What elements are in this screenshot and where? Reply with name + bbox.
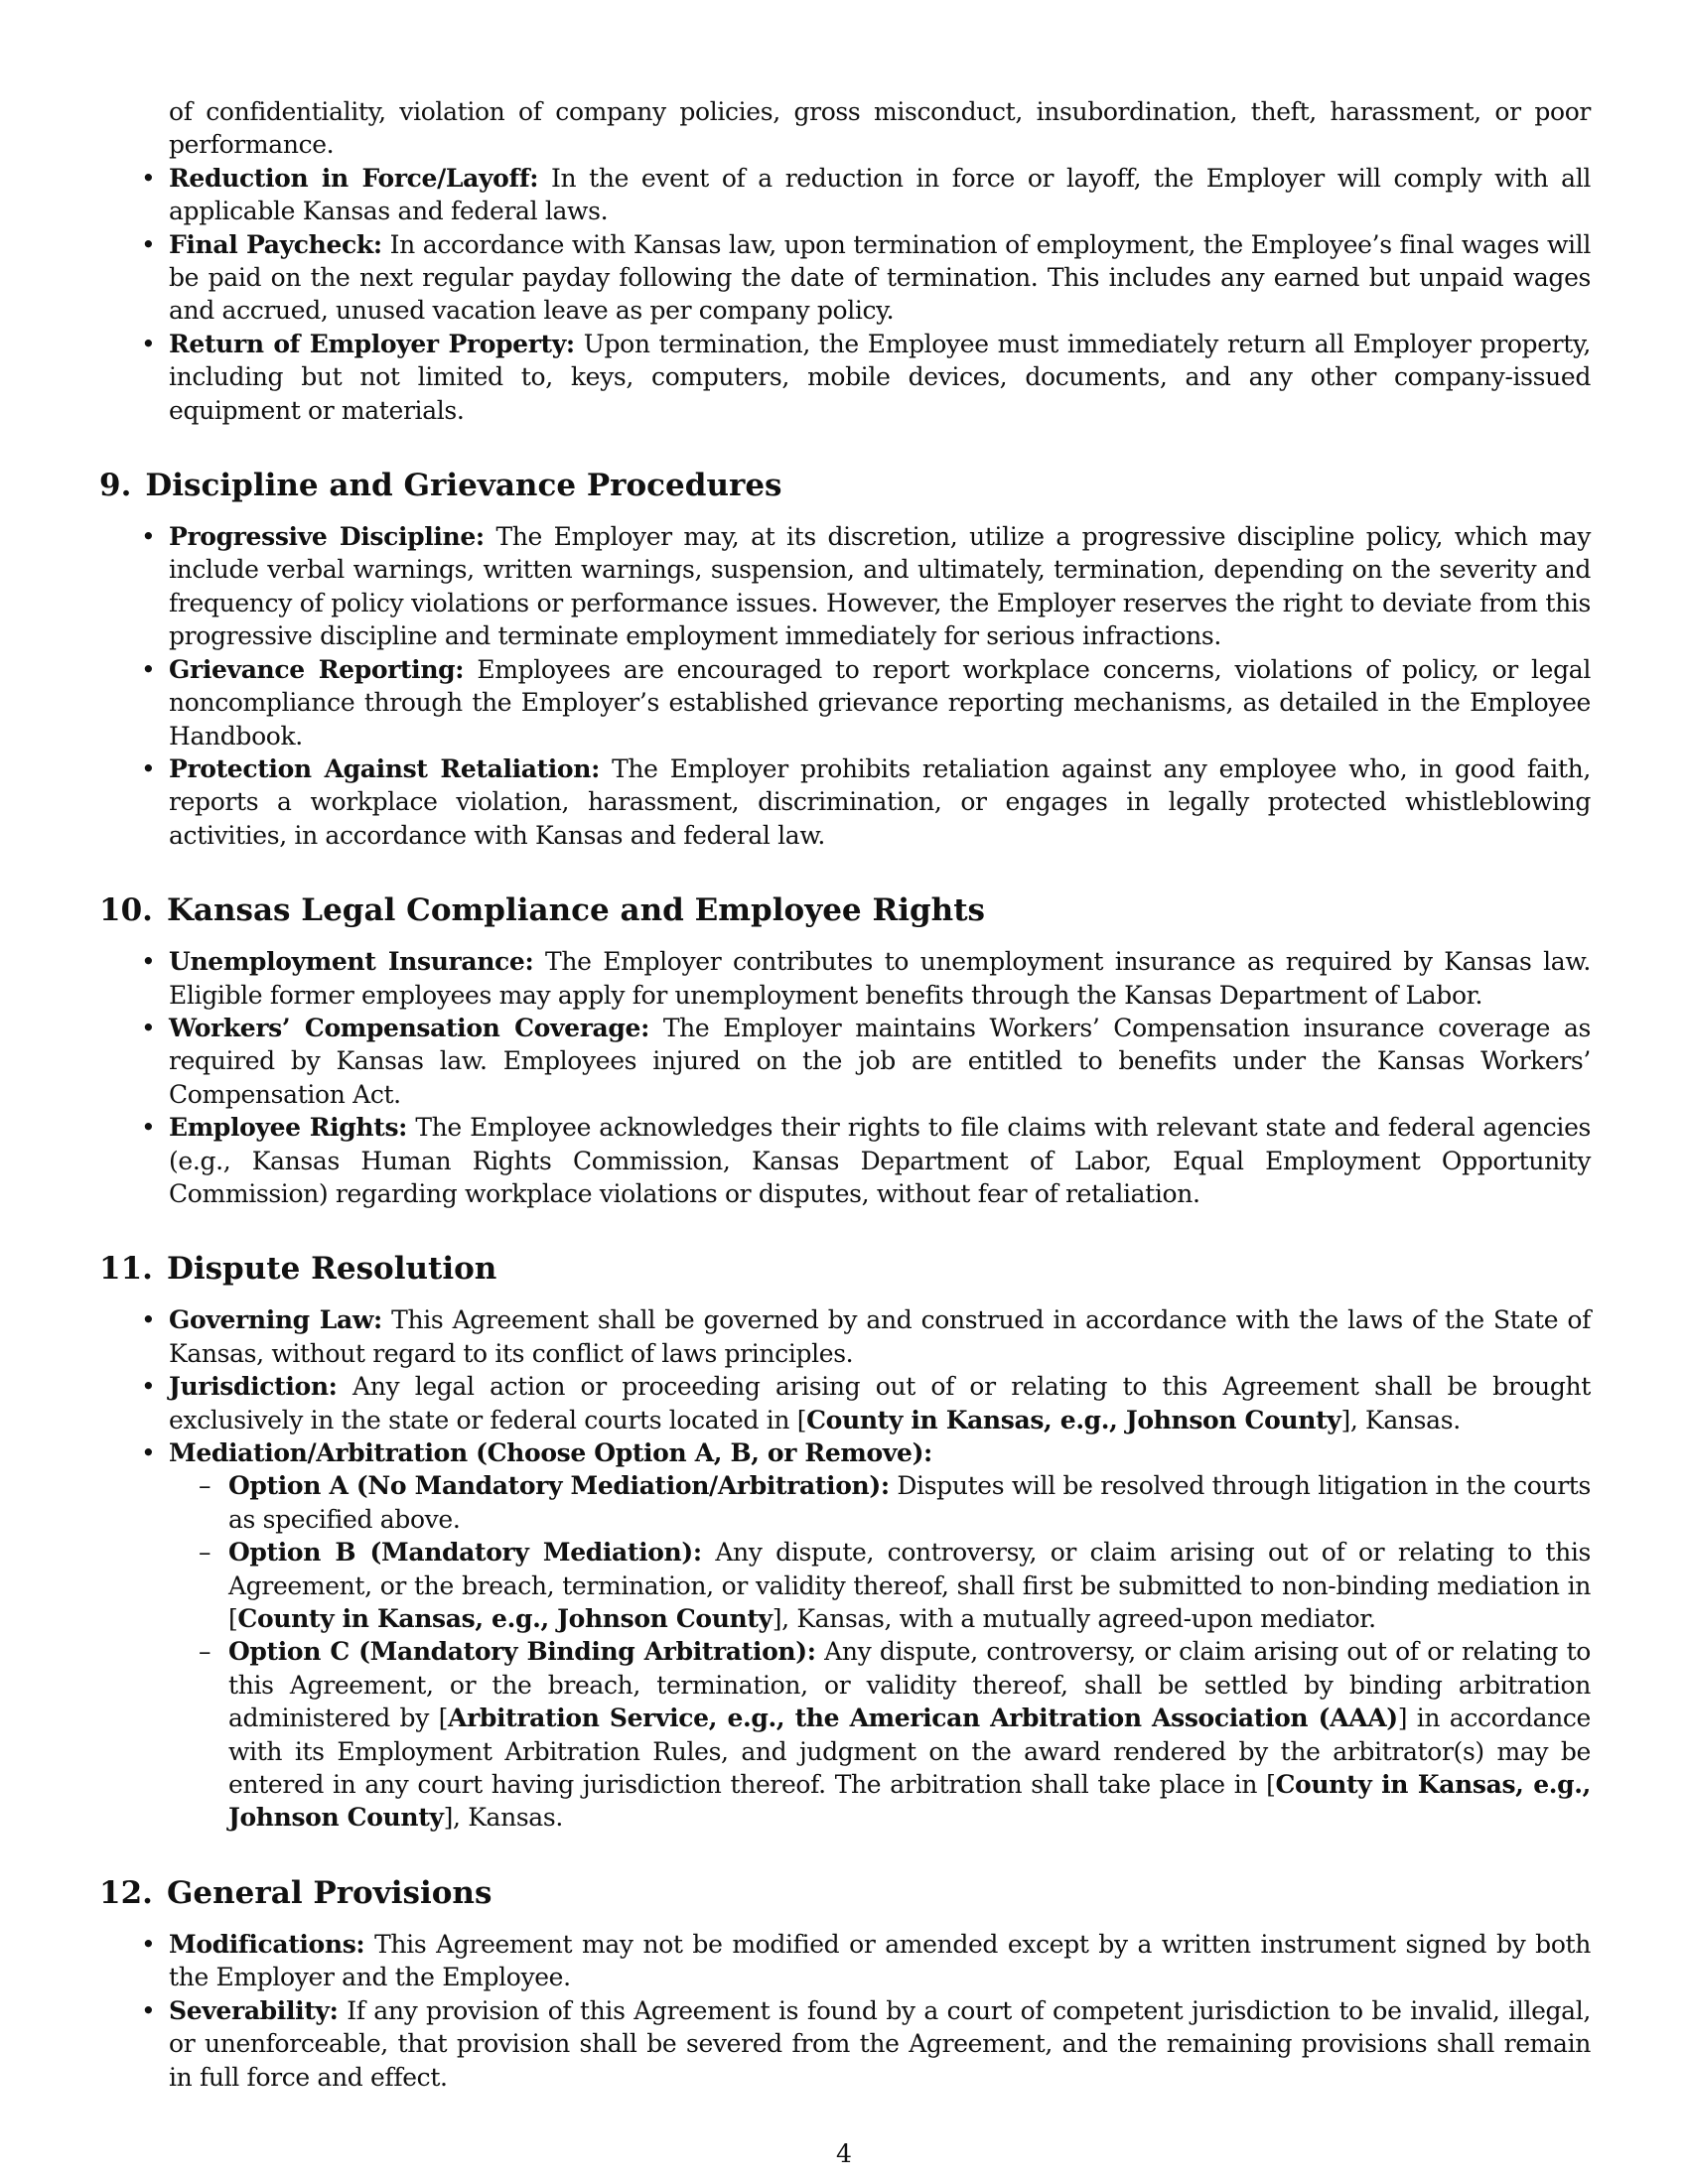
option-text: ] in accordance with its Employment Arbitration Rules, and judgment on the award rendered by the arbitrator(s) may be entered in any court having jurisdiction thereof. The arbitration shall take place in [ — [228, 1704, 1592, 1800]
option-label: Option A (No Mandatory Mediation/Arbitration): — [228, 1471, 890, 1501]
item-label: Mediation/Arbitration (Choose Option A, B, or Remove): — [169, 1438, 932, 1467]
section-number: 10. — [99, 892, 153, 929]
section-number: 11. — [99, 1251, 153, 1288]
legal-compliance-list — [99, 945, 1591, 1210]
list-item — [169, 1928, 1591, 1994]
placeholder-county: County in Kansas, e.g., Johnson County — [806, 1405, 1341, 1434]
list-item — [169, 945, 1591, 1012]
item-text: ], Kansas. — [1340, 1405, 1461, 1434]
termination-continuation-text: of confidentiality, violation of company policies, gross misconduct, insubordination, theft, harassment, or poor performance. — [169, 97, 1591, 160]
item-text: The Employee acknowledges their rights to file claims with relevant state and federal agencies (e.g., Kansas Human Rights Commission, Kansas Department of Labor, Equal Employment Opportunity Commission) regarding workplace violations or disputes, without fear of retaliation. — [169, 1113, 1591, 1208]
option-text: Disputes will be resolved through litigation in the courts as specified above. — [228, 1471, 1591, 1534]
section-heading-discipline — [99, 467, 1591, 504]
item-text: Employees are encouraged to report workplace concerns, violations of policy, or legal noncompliance through the Employer’s established grievance reporting mechanisms, as detailed in the Employee Handbook. — [169, 654, 1591, 751]
item-label: Protection Against Retaliation: — [169, 753, 600, 783]
item-text: Upon termination, the Employee must immediately return all Employer property, including but not limited to, keys, computers, mobile devices, documents, and any other company-issued equipment or materials. — [169, 329, 1591, 425]
placeholder-county: County in Kansas, e.g., Johnson County — [228, 1770, 1591, 1833]
option-text: Any dispute, controversy, or claim arising out of or relating to this Agreement, or the breach, termination, or validity thereof, shall first be submitted to non-binding mediation in [ — [228, 1538, 1592, 1634]
list-item — [169, 328, 1591, 427]
item-label: Final Paycheck: — [169, 229, 382, 259]
dispute-resolution-list — [99, 1303, 1591, 1835]
item-label: Unemployment Insurance: — [169, 947, 534, 977]
item-label: Workers’ Compensation Coverage: — [169, 1013, 649, 1042]
list-item — [169, 228, 1591, 328]
option-text: Any dispute, controversy, or claim arising out of or relating to this Agreement, or the breach, termination, or validity thereof, shall be settled by binding arbitration administered by [ — [228, 1637, 1591, 1733]
item-text: This Agreement shall be governed by and construed in accordance with the laws of the State of Kansas, without regard to its conflict of laws principles. — [169, 1305, 1591, 1368]
option-b — [228, 1536, 1591, 1635]
item-label: Governing Law: — [169, 1305, 382, 1335]
option-text: ], Kansas, with a mutually agreed-upon mediator. — [772, 1604, 1376, 1634]
section-heading-general-provisions — [99, 1874, 1591, 1912]
item-text: The Employer may, at its discretion, utilize a progressive discipline policy, which may include verbal warnings, written warnings, suspension, and ultimately, termination, depending on the severity and frequency of policy violations or performance issues. However, the Employer reserves the right to deviate from this progressive discipline and terminate employment immediately for serious infractions. — [169, 522, 1591, 651]
section-number: 9. — [99, 468, 132, 504]
option-label: Option C (Mandatory Binding Arbitration): — [228, 1637, 816, 1667]
item-text: If any provision of this Agreement is found by a court of competent jurisdiction to be invalid, illegal, or unenforceable, that provision shall be severed from the Agreement, and the remaining provisions shall remain in full force and effect. — [169, 1995, 1591, 2092]
option-label: Option B (Mandatory Mediation): — [228, 1538, 702, 1568]
list-item — [169, 752, 1591, 852]
list-item — [169, 653, 1591, 752]
option-text: ], Kansas. — [443, 1803, 563, 1833]
placeholder-county: County in Kansas, e.g., Johnson County — [237, 1604, 773, 1634]
section-number: 12. — [99, 1874, 153, 1911]
item-label: Progressive Discipline: — [169, 522, 485, 552]
item-label: Employee Rights: — [169, 1113, 408, 1143]
item-label: Reduction in Force/Layoff: — [169, 163, 539, 193]
option-a — [228, 1469, 1591, 1536]
section-title: Discipline and Grievance Procedures — [145, 468, 782, 504]
list-item — [169, 520, 1591, 653]
termination-list — [99, 162, 1591, 427]
list-item — [169, 1370, 1591, 1436]
mediation-options-list — [169, 1469, 1591, 1834]
section-title: General Provisions — [166, 1874, 492, 1911]
item-label: Modifications: — [169, 1929, 365, 1959]
page-number: 4 — [836, 2139, 852, 2168]
list-item — [169, 1994, 1591, 2094]
document-page — [99, 95, 1591, 2094]
list-item — [169, 162, 1591, 228]
item-text: In the event of a reduction in force or layoff, the Employer will comply with all applicable Kansas and federal laws. — [169, 163, 1592, 226]
placeholder-arbitration-service: Arbitration Service, e.g., the American Arbitration Association (AAA) — [448, 1704, 1398, 1733]
item-label: Grievance Reporting: — [169, 654, 465, 684]
section-heading-dispute-resolution — [99, 1250, 1591, 1288]
item-label: Return of Employer Property: — [169, 329, 575, 358]
item-text: This Agreement may not be modified or amended except by a written instrument signed by both the Employer and the Employee. — [169, 1929, 1591, 1992]
list-item — [169, 1111, 1591, 1210]
item-text: The Employer maintains Workers’ Compensation insurance coverage as required by Kansas law. Employees injured on the job are entitled to benefits under the Kansas Workers’ Compensation Act. — [169, 1013, 1591, 1109]
section-title: Kansas Legal Compliance and Employee Rights — [166, 892, 985, 929]
section-title: Dispute Resolution — [166, 1251, 497, 1288]
item-label: Jurisdiction: — [169, 1372, 338, 1402]
list-item — [169, 1436, 1591, 1835]
item-label: Severability: — [169, 1995, 339, 2025]
discipline-list — [99, 520, 1591, 852]
item-text: In accordance with Kansas law, upon termination of employment, the Employee’s final wages will be paid on the next regular payday following the date of termination. This includes any earned but unpaid wages and accrued, unused vacation leave as per company policy. — [169, 229, 1591, 326]
item-text: The Employer prohibits retaliation against any employee who, in good faith, reports a workplace violation, harassment, discrimination, or engages in legally protected whistleblowing activities, in accordance with Kansas and federal law. — [169, 753, 1591, 850]
option-c — [228, 1635, 1591, 1834]
section-heading-legal-compliance — [99, 891, 1591, 929]
item-text: Any legal action or proceeding arising out of or relating to this Agreement shall be brought exclusively in the state or federal courts located in [ — [169, 1372, 1591, 1434]
list-item — [169, 1012, 1591, 1111]
list-item — [169, 1303, 1591, 1370]
item-text: The Employer contributes to unemployment insurance as required by Kansas law. Eligible former employees may apply for unemployment benefits through the Kansas Department of Labor. — [169, 947, 1591, 1010]
general-provisions-list — [99, 1928, 1591, 2094]
